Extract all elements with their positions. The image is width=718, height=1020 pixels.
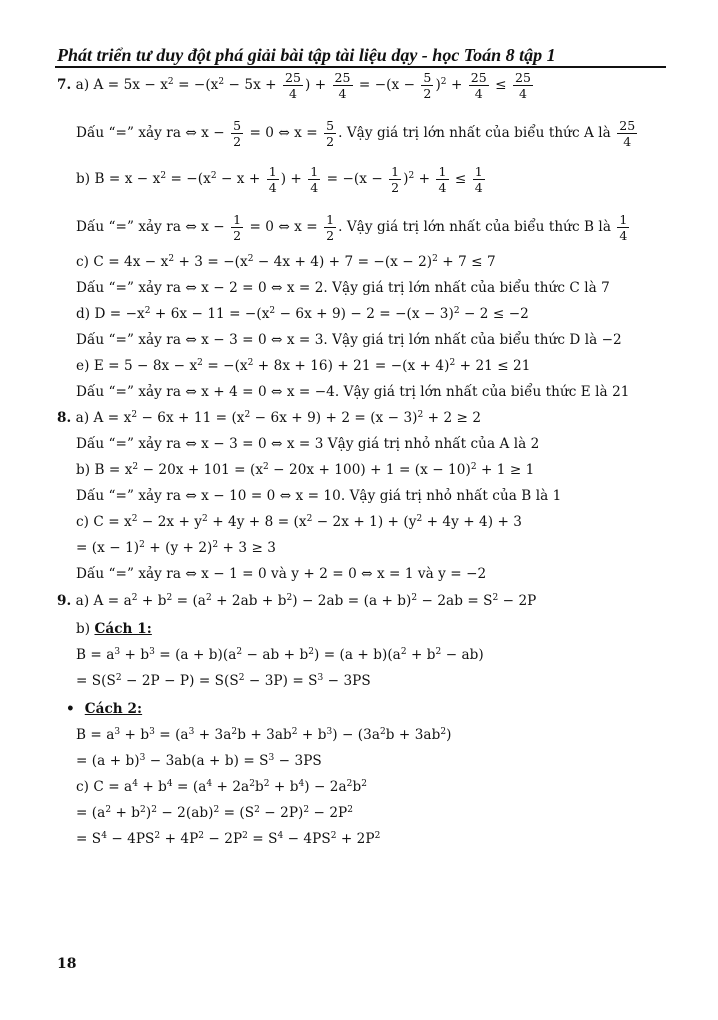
denominator: 2	[233, 228, 242, 243]
part-label: a)	[75, 77, 90, 93]
fraction	[617, 118, 637, 149]
exponent: 2	[151, 805, 157, 815]
fraction	[324, 212, 336, 243]
text: = −(x	[166, 171, 211, 187]
exponent: 2	[131, 593, 138, 603]
exponent: 2	[197, 358, 203, 368]
exponent: 2	[254, 805, 260, 815]
text: − 2P)	[259, 805, 304, 821]
page-header-title: Phát triển tư duy đột phá giải bài tập tài liệu dạy - học Toán 8 tập 1	[57, 45, 556, 65]
text: c) C = x	[76, 514, 132, 530]
text: − 3P) = S	[244, 673, 318, 689]
exponent: 4	[166, 779, 173, 789]
denominator: 2	[326, 228, 335, 243]
text: ) +	[304, 77, 331, 93]
exponent: 2	[140, 805, 146, 815]
exponent: 2	[347, 805, 354, 815]
exponent: 2	[291, 727, 298, 737]
text: + 2ab + b	[211, 593, 287, 609]
numerator: 25	[334, 70, 351, 85]
p7-e-line	[76, 357, 530, 375]
exponent: 2	[244, 410, 251, 420]
text: + b	[406, 647, 436, 663]
exponent: 3	[326, 727, 333, 737]
text: ) − 2ab = (a + b)	[292, 593, 412, 609]
p9-b3-line	[76, 726, 451, 744]
p7-a-line	[57, 70, 535, 101]
text: − 2P − P) = S(S	[121, 673, 239, 689]
exponent: 4	[298, 779, 305, 789]
exponent: 2	[453, 306, 460, 316]
text: . Vậy giá trị lớn nhất của biểu thức A là	[338, 125, 616, 141]
exponent: 2	[361, 779, 367, 789]
exponent: 2	[263, 779, 270, 789]
problem-number: 7.	[57, 77, 72, 93]
exponent: 3	[114, 727, 121, 737]
denominator: 2	[391, 180, 400, 195]
exponent: 2	[440, 727, 447, 737]
fraction	[436, 164, 448, 195]
fraction	[469, 70, 489, 101]
exponent: 2	[205, 593, 212, 603]
text: + 6x − 11 = −(x	[150, 306, 270, 322]
text: b + 3ab	[385, 727, 441, 743]
exponent: 2	[139, 540, 145, 550]
numerator: 1	[310, 164, 319, 179]
text: +	[446, 77, 467, 93]
text: ) +	[280, 171, 307, 187]
exponent: 2	[286, 593, 293, 603]
exponent: 2	[263, 462, 269, 472]
text: )	[403, 171, 409, 187]
text: + b	[120, 727, 150, 743]
p9-c1-line	[76, 778, 367, 796]
numerator: 1	[438, 164, 447, 179]
fraction	[324, 118, 336, 149]
denominator: 4	[518, 86, 527, 101]
exponent: 2	[269, 306, 276, 316]
text: − 2ab = S	[417, 593, 493, 609]
text: )	[446, 727, 452, 743]
text: c) C = a	[76, 779, 133, 795]
fraction	[267, 164, 279, 195]
exponent: 2	[212, 540, 219, 550]
text: + b	[137, 593, 167, 609]
fraction	[283, 70, 303, 101]
exponent: 2	[168, 254, 175, 264]
text: = −(x −	[322, 171, 388, 187]
text: = S(S	[76, 673, 116, 689]
text: = S	[76, 831, 102, 847]
text: B = a	[76, 727, 115, 743]
text: + 4y + 8 = (x	[207, 514, 307, 530]
text: = 0 ⇔ x =	[245, 125, 323, 141]
text: + 2P	[336, 831, 375, 847]
exponent: 3	[149, 647, 155, 657]
text: − 2x + 1) + (y	[312, 514, 417, 530]
text: = 0 ⇔ x =	[245, 219, 323, 235]
denominator: 4	[268, 180, 277, 195]
exponent: 2	[202, 514, 208, 524]
exponent: 2	[330, 831, 337, 841]
exponent: 2	[346, 779, 353, 789]
fraction	[513, 70, 533, 101]
text: + 4y + 4) + 3	[422, 514, 522, 530]
exponent: 2	[231, 727, 238, 737]
exponent: 2	[303, 805, 310, 815]
denominator: 4	[338, 86, 347, 101]
text: + (y + 2)	[144, 540, 213, 556]
text: − 2(ab)	[156, 805, 214, 821]
exponent: 2	[492, 593, 499, 603]
text: − 3PS	[274, 753, 322, 769]
denominator: 2	[326, 134, 335, 149]
p8-b-line	[76, 461, 534, 479]
text: c) C = 4x − x	[76, 254, 169, 270]
text: + 1 ≥ 1	[476, 462, 535, 478]
exponent: 2	[198, 831, 205, 841]
text: + b	[120, 647, 150, 663]
text: = (a	[76, 805, 106, 821]
p9-b2-line	[76, 672, 371, 690]
exponent: 3	[268, 753, 275, 763]
text: − ab + b	[242, 647, 309, 663]
exponent: 4	[101, 831, 107, 841]
exponent: 2	[435, 647, 442, 657]
page-number: 18	[57, 956, 77, 972]
text: + 8x + 16) + 21 = −(x + 4)	[253, 358, 450, 374]
exponent: 2	[115, 673, 122, 683]
text: − 4x + 4) + 7 = −(x − 2)	[253, 254, 433, 270]
numerator: 25	[284, 70, 301, 85]
exponent: 2	[408, 171, 415, 181]
text: d) D = −x	[76, 306, 145, 322]
denominator: 4	[310, 180, 319, 195]
text: − 2 ≤ −2	[459, 306, 529, 322]
exponent: 3	[114, 647, 121, 657]
text: a) A = a	[71, 593, 132, 609]
p7-e-equality-line: Dấu “=” xảy ra ⇔ x + 4 = 0 ⇔ x = −4. Vậy giá trị lớn nhất của biểu thức E là 21	[76, 384, 630, 400]
text: . Vậy giá trị lớn nhất của biểu thức B là	[338, 219, 616, 235]
text: − 2P	[204, 831, 243, 847]
exponent: 2	[374, 831, 381, 841]
text: )	[145, 805, 152, 821]
exponent: 3	[149, 727, 155, 737]
text: − 5x +	[224, 77, 281, 93]
text: b	[352, 779, 362, 795]
numerator: 25	[619, 118, 636, 133]
exponent: 3	[139, 753, 146, 763]
text: = (a	[154, 727, 189, 743]
text: ) − 2a	[304, 779, 347, 795]
text: − 20x + 100) + 1 = (x − 10)	[268, 462, 471, 478]
fraction	[473, 164, 485, 195]
text: + 3 = −(x	[174, 254, 248, 270]
exponent: 3	[317, 673, 324, 683]
text: ) − (3a	[332, 727, 380, 743]
p9-c2-line	[76, 804, 353, 822]
text: + 7 ≤ 7	[437, 254, 496, 270]
method-1-heading: Cách 1:	[94, 621, 152, 637]
text: b + 3ab	[237, 727, 292, 743]
denominator: 4	[623, 134, 632, 149]
numerator: 1	[233, 212, 242, 227]
text: − 4PS	[106, 831, 155, 847]
text: − 6x + 11 = (x	[137, 410, 245, 426]
exponent: 2	[132, 462, 139, 472]
exponent: 2	[432, 254, 438, 264]
text: + 2a	[212, 779, 250, 795]
exponent: 2	[380, 727, 386, 737]
p7-d-equality-line: Dấu “=” xảy ra ⇔ x − 3 = 0 ⇔ x = 3. Vậy giá trị lớn nhất của biểu thức D là −2	[76, 332, 622, 348]
numerator: 1	[474, 164, 483, 179]
exponent: 2	[417, 410, 424, 420]
text: = (a	[172, 779, 207, 795]
text: − 4PS	[283, 831, 331, 847]
exponent: 2	[416, 514, 423, 524]
exponent: 2	[105, 805, 112, 815]
numerator: 25	[514, 70, 531, 85]
p9-a-line	[57, 592, 536, 610]
text: + 2 ≥ 2	[423, 410, 482, 426]
text: = (a + b)(a	[154, 647, 237, 663]
numerator: 5	[233, 118, 242, 133]
text: A = 5x − x	[89, 77, 168, 93]
p9-c3-line	[76, 830, 380, 848]
p8-a-equality-line: Dấu “=” xảy ra ⇔ x − 3 = 0 ⇔ x = 3 Vậy giá trị nhỏ nhất của A là 2	[76, 436, 540, 452]
text: = (a	[172, 593, 206, 609]
exponent: 2	[308, 647, 314, 657]
exponent: 3	[188, 727, 195, 737]
numerator: 5	[326, 118, 335, 133]
exponent: 2	[238, 673, 245, 683]
method-2-heading: Cách 2:	[84, 701, 143, 717]
exponent: 2	[166, 593, 173, 603]
exponent: 4	[277, 831, 284, 841]
text: = −(x −	[354, 77, 420, 93]
fraction	[231, 212, 243, 243]
text: Dấu “=” xảy ra ⇔ x −	[76, 219, 230, 235]
text: + b	[269, 779, 299, 795]
exponent: 2	[400, 647, 407, 657]
text: +	[414, 171, 435, 187]
p8-c-line	[76, 513, 522, 531]
p9-b1-line	[76, 646, 484, 664]
exponent: 2	[242, 831, 248, 841]
exponent: 2	[449, 358, 456, 368]
p9-method-2-heading	[66, 700, 142, 718]
text: ≤	[490, 77, 511, 93]
exponent: 2	[160, 171, 167, 181]
denominator: 4	[474, 180, 483, 195]
text: )	[435, 77, 441, 93]
p7-a-equality-line	[76, 118, 639, 149]
p7-c-line	[76, 253, 496, 271]
denominator: 4	[619, 228, 628, 243]
text: e) E = 5 − 8x − x	[76, 358, 198, 374]
text: B = a	[76, 647, 115, 663]
problem-number: 8.	[57, 410, 72, 426]
exponent: 2	[440, 77, 447, 87]
p8-c-line-2	[76, 539, 276, 557]
p8-a-line	[57, 409, 481, 427]
exponent: 2	[247, 358, 254, 368]
text: = (x − 1)	[76, 540, 140, 556]
text: − 6x + 9) + 2 = (x − 3)	[250, 410, 418, 426]
part-label: b)	[76, 621, 95, 637]
text: = (a + b)	[76, 753, 140, 769]
numerator: 25	[470, 70, 487, 85]
numerator: 1	[391, 164, 400, 179]
numerator: 1	[268, 164, 277, 179]
fraction	[617, 212, 629, 243]
fraction	[333, 70, 353, 101]
text: + b	[297, 727, 327, 743]
fraction	[231, 118, 243, 149]
header-rule	[55, 66, 666, 68]
exponent: 2	[167, 77, 174, 87]
exponent: 2	[213, 805, 220, 815]
numerator: 1	[326, 212, 335, 227]
exponent: 2	[218, 77, 225, 87]
fraction	[308, 164, 320, 195]
exponent: 2	[247, 254, 254, 264]
text: − 2x + y	[137, 514, 203, 530]
exponent: 2	[249, 779, 255, 789]
text: = −(x	[173, 77, 219, 93]
exponent: 2	[306, 514, 313, 524]
p7-b-equality-line	[76, 212, 631, 243]
text: − 3ab(a + b) = S	[145, 753, 269, 769]
p9-b-heading	[76, 620, 152, 638]
text: + b	[137, 779, 167, 795]
exponent: 2	[131, 514, 138, 524]
text: = (S	[219, 805, 255, 821]
text: − 3PS	[323, 673, 371, 689]
fraction	[421, 70, 433, 101]
denominator: 2	[233, 134, 242, 149]
exponent: 2	[131, 410, 138, 420]
text: + 4P	[160, 831, 199, 847]
text: − 2P	[498, 593, 537, 609]
text: + b	[111, 805, 141, 821]
text: a) A = x	[71, 410, 132, 426]
text: ) = (a + b)(a	[313, 647, 401, 663]
text: − 20x + 101 = (x	[138, 462, 264, 478]
text: + 3a	[194, 727, 232, 743]
problem-number: 9.	[57, 593, 72, 609]
numerator: 1	[619, 212, 628, 227]
text: Dấu “=” xảy ra ⇔ x −	[76, 125, 230, 141]
exponent: 4	[132, 779, 138, 789]
numerator: 5	[423, 70, 432, 85]
text: + 3 ≥ 3	[218, 540, 276, 556]
denominator: 4	[438, 180, 447, 195]
denominator: 4	[288, 86, 297, 101]
p7-c-equality-line: Dấu “=” xảy ra ⇔ x − 2 = 0 ⇔ x = 2. Vậy giá trị lớn nhất của biểu thức C là 7	[76, 280, 610, 296]
text: = S	[247, 831, 278, 847]
text: − 2P	[309, 805, 348, 821]
exponent: 4	[206, 779, 213, 789]
p7-b-line	[76, 164, 487, 195]
exponent: 2	[236, 647, 243, 657]
exponent: 2	[210, 171, 217, 181]
text: = −(x	[202, 358, 248, 374]
text: + 21 ≤ 21	[455, 358, 531, 374]
text: ≤	[450, 171, 471, 187]
text: − ab)	[441, 647, 484, 663]
fraction	[389, 164, 401, 195]
bullet-icon: •	[66, 701, 75, 717]
text: b	[255, 779, 264, 795]
p9-b4-line	[76, 752, 322, 770]
exponent: 2	[154, 831, 161, 841]
p7-d-line	[76, 305, 529, 323]
text: − 6x + 9) − 2 = −(x − 3)	[275, 306, 454, 322]
p8-c-equality-line: Dấu “=” xảy ra ⇔ x − 1 = 0 và y + 2 = 0 ⇔ x = 1 và y = −2	[76, 566, 487, 582]
denominator: 4	[474, 86, 483, 101]
denominator: 2	[423, 86, 432, 101]
exponent: 2	[144, 306, 151, 316]
exponent: 2	[470, 462, 477, 472]
text: b) B = x − x	[76, 171, 161, 187]
p8-b-equality-line: Dấu “=” xảy ra ⇔ x − 10 = 0 ⇔ x = 10. Vậy giá trị nhỏ nhất của B là 1	[76, 488, 562, 504]
exponent: 2	[411, 593, 418, 603]
text: − x +	[216, 171, 265, 187]
text: b) B = x	[76, 462, 133, 478]
